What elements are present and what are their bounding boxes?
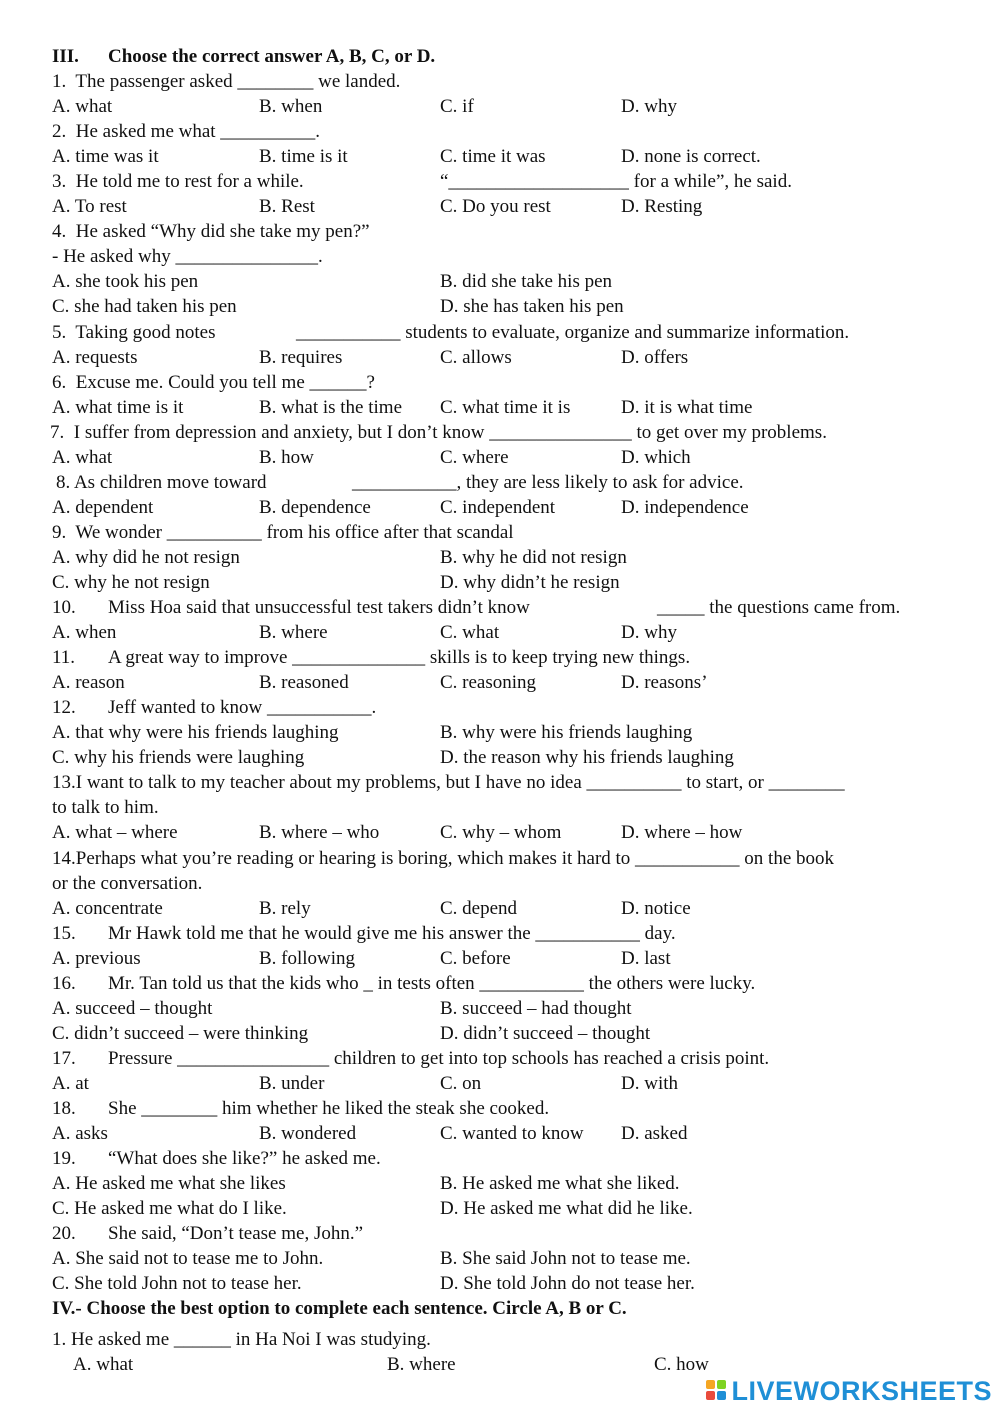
answer-options-row xyxy=(0,495,1000,520)
question-line xyxy=(0,69,1000,94)
answer-option[interactable]: D. which xyxy=(621,446,691,468)
answer-option[interactable]: A. what xyxy=(52,96,113,118)
answer-option[interactable]: A. at xyxy=(52,1072,89,1094)
answer-options-row xyxy=(0,294,1000,319)
answer-options-row xyxy=(0,1021,1000,1046)
answer-option[interactable]: C. why he not resign xyxy=(52,571,210,593)
line-text: 4. He asked “Why did she take my pen?” xyxy=(52,221,370,243)
line-text: IV.- Choose the best option to complete each sentence. Circle A, B or C. xyxy=(52,1298,627,1320)
answer-option[interactable]: D. last xyxy=(621,947,671,969)
line-text: _____ the questions came from. xyxy=(657,597,901,619)
answer-option[interactable]: C. why his friends were laughing xyxy=(52,747,305,769)
line-text: Choose the correct answer A, B, C, or D. xyxy=(108,46,436,67)
answer-option[interactable]: D. with xyxy=(621,1072,678,1094)
section-heading xyxy=(0,1296,1000,1321)
answer-options-row xyxy=(0,720,1000,745)
answer-option[interactable]: B. She said John not to tease me. xyxy=(440,1248,691,1270)
answer-option[interactable]: C. allows xyxy=(440,346,512,368)
answer-option[interactable]: D. why xyxy=(621,96,677,118)
line-text: 16. xyxy=(52,972,76,994)
answer-option[interactable]: D. it is what time xyxy=(621,396,753,418)
line-text: 7. I suffer from depression and anxiety, but I don’t know _______________ to get over my problems. xyxy=(50,421,827,443)
answer-option[interactable]: C. where xyxy=(440,446,509,468)
answer-option[interactable]: B. what is the time xyxy=(259,396,403,418)
line-text: ___________ students to evaluate, organize and summarize information. xyxy=(296,321,850,343)
answer-option[interactable]: A. He asked me what she likes xyxy=(52,1173,286,1195)
answer-option[interactable]: C. wanted to know xyxy=(440,1123,584,1145)
answer-options-row xyxy=(0,1071,1000,1096)
answer-option[interactable]: B. where xyxy=(387,1354,456,1376)
answer-option[interactable]: D. where – how xyxy=(621,822,743,844)
answer-option[interactable]: A. To rest xyxy=(52,196,127,218)
line-text: Miss Hoa said that unsuccessful test takers didn’t know xyxy=(108,597,530,619)
question-line xyxy=(0,1046,1000,1071)
line-text: A great way to improve ______________ skills is to keep trying new things. xyxy=(108,647,691,669)
answer-option[interactable]: B. dependence xyxy=(259,496,371,518)
line-text: III. xyxy=(52,46,79,67)
answer-option[interactable]: B. where – who xyxy=(259,822,380,844)
answer-option[interactable]: A. asks xyxy=(52,1123,108,1145)
question-line xyxy=(0,470,1000,495)
answer-option[interactable]: B. rely xyxy=(259,897,311,919)
line-text: 8. As children move toward xyxy=(56,471,267,493)
question-line xyxy=(0,1327,1000,1352)
line-text: 18. xyxy=(52,1097,76,1119)
answer-option[interactable]: D. the reason why his friends laughing xyxy=(440,747,734,769)
question-line xyxy=(0,420,1000,445)
answer-option[interactable]: D. She told John do not tease her. xyxy=(440,1273,695,1295)
answer-option[interactable]: B. Rest xyxy=(259,196,315,218)
line-text: to talk to him. xyxy=(52,797,159,819)
logo-text: LIVEWORKSHEETS xyxy=(731,1375,992,1406)
question-line xyxy=(0,595,1000,620)
line-text: “___________________ for a while”, he said. xyxy=(440,171,792,193)
answer-option[interactable]: C. depend xyxy=(440,897,518,919)
answer-option[interactable]: A. when xyxy=(52,622,117,644)
answer-option[interactable]: B. time is it xyxy=(259,146,348,168)
line-text: - He asked why _______________. xyxy=(52,246,323,268)
line-text: She said, “Don’t tease me, John.” xyxy=(108,1223,364,1245)
answer-option[interactable]: D. asked xyxy=(621,1123,688,1145)
answer-option[interactable]: A. time was it xyxy=(52,146,159,168)
answer-options-row xyxy=(0,269,1000,294)
answer-option[interactable]: A. requests xyxy=(52,346,138,368)
answer-options-row xyxy=(0,996,1000,1021)
line-text: 14.Perhaps what you’re reading or hearing is boring, which makes it hard to ___________ on the book xyxy=(52,847,835,869)
line-text: 15. xyxy=(52,922,76,944)
answer-option[interactable]: B. how xyxy=(259,446,314,468)
answer-option[interactable]: C. if xyxy=(440,96,474,118)
answer-options-row xyxy=(0,545,1000,570)
line-text: Pressure ________________ children to get into top schools has reached a crisis point. xyxy=(108,1047,770,1069)
answer-option[interactable]: A. that why were his friends laughing xyxy=(52,722,339,744)
line-text: 11. xyxy=(52,647,76,669)
answer-option[interactable]: C. independent xyxy=(440,496,556,518)
answer-option[interactable]: A. what – where xyxy=(52,822,178,844)
answer-options-row xyxy=(0,395,1000,420)
answer-option[interactable]: B. under xyxy=(259,1072,325,1094)
answer-option[interactable]: A. succeed – thought xyxy=(52,997,213,1019)
answer-option[interactable]: B. succeed – had thought xyxy=(440,997,632,1019)
line-text: 5. Taking good notes xyxy=(52,321,216,343)
answer-option[interactable]: A. she took his pen xyxy=(52,271,199,293)
question-line xyxy=(0,846,1000,871)
answer-option[interactable]: A. why did he not resign xyxy=(52,546,240,568)
answer-option[interactable]: B. following xyxy=(259,947,356,969)
question-line xyxy=(0,370,1000,395)
question-line xyxy=(0,219,1000,244)
answer-options-row xyxy=(0,445,1000,470)
question-line xyxy=(0,871,1000,896)
answer-option[interactable]: A. concentrate xyxy=(52,897,163,919)
answer-options-row xyxy=(0,345,1000,370)
answer-option[interactable]: C. what xyxy=(440,622,500,644)
answer-option[interactable]: D. she has taken his pen xyxy=(440,296,624,318)
answer-option[interactable]: B. He asked me what she liked. xyxy=(440,1173,680,1195)
answer-options-row xyxy=(0,1196,1000,1221)
question-line xyxy=(0,520,1000,545)
answer-option[interactable]: C. what time it is xyxy=(440,396,571,418)
section-heading xyxy=(0,44,1000,69)
answer-options-row xyxy=(0,144,1000,169)
answer-option[interactable]: A. what xyxy=(52,446,113,468)
question-line xyxy=(0,1096,1000,1121)
answer-option[interactable]: C. time it was xyxy=(440,146,546,168)
answer-option[interactable]: B. requires xyxy=(259,346,343,368)
answer-options-row xyxy=(0,670,1000,695)
answer-option[interactable]: D. offers xyxy=(621,346,689,368)
answer-options-row xyxy=(0,820,1000,845)
line-text: 1. He asked me ______ in Ha Noi I was studying. xyxy=(52,1329,431,1351)
answer-option[interactable]: D. independence xyxy=(621,496,749,518)
line-text: ___________, they are less likely to ask for advice. xyxy=(352,471,744,493)
question-line xyxy=(0,971,1000,996)
question-line xyxy=(0,645,1000,670)
answer-option[interactable]: C. didn’t succeed – were thinking xyxy=(52,1022,309,1044)
line-text: 20. xyxy=(52,1223,76,1245)
question-line xyxy=(0,1221,1000,1246)
answer-option[interactable]: B. wondered xyxy=(259,1123,357,1145)
answer-option[interactable]: B. did she take his pen xyxy=(440,271,613,293)
question-line xyxy=(0,795,1000,820)
answer-options-row xyxy=(0,946,1000,971)
answer-option[interactable]: C. She told John not to tease her. xyxy=(52,1273,302,1295)
answer-option[interactable]: D. notice xyxy=(621,897,691,919)
answer-option[interactable]: D. why xyxy=(621,622,677,644)
answer-option[interactable]: D. reasons’ xyxy=(621,672,708,694)
line-text: 13.I want to talk to my teacher about my problems, but I have no idea __________ to start, or ________ xyxy=(52,772,845,794)
answer-option[interactable]: C. He asked me what do I like. xyxy=(52,1198,287,1220)
logo-mark-icon xyxy=(706,1380,728,1402)
answer-option[interactable]: B. reasoned xyxy=(259,672,349,694)
answer-option[interactable]: D. none is correct. xyxy=(621,146,761,168)
answer-options-row xyxy=(0,745,1000,770)
line-text: She ________ him whether he liked the steak she cooked. xyxy=(108,1097,550,1119)
question-line xyxy=(0,119,1000,144)
line-text: 6. Excuse me. Could you tell me ______? xyxy=(52,371,375,393)
answer-option[interactable]: B. why were his friends laughing xyxy=(440,722,693,744)
answer-option[interactable]: A. what xyxy=(73,1354,134,1376)
answer-options-row xyxy=(0,1246,1000,1271)
answer-options-row xyxy=(0,1352,1000,1377)
answer-option[interactable]: B. why he did not resign xyxy=(440,546,627,568)
line-text: 10. xyxy=(52,597,76,619)
question-line xyxy=(0,770,1000,795)
line-text: “What does she like?” he asked me. xyxy=(108,1148,381,1170)
liveworksheets-logo xyxy=(706,1375,992,1407)
question-line xyxy=(0,244,1000,269)
answer-options-row xyxy=(0,620,1000,645)
answer-option[interactable]: A. reason xyxy=(52,672,125,694)
question-line xyxy=(0,695,1000,720)
line-text: 17. xyxy=(52,1047,76,1069)
line-text: 1. The passenger asked ________ we landed. xyxy=(52,71,401,93)
line-text: Mr. Tan told us that the kids who _ in tests often ___________ the others were lucky. xyxy=(108,972,756,994)
answer-options-row xyxy=(0,94,1000,119)
line-text: Mr Hawk told me that he would give me his answer the ___________ day. xyxy=(108,922,676,944)
answer-option[interactable]: A. She said not to tease me to John. xyxy=(52,1248,324,1270)
worksheet xyxy=(0,44,1000,1377)
line-text: 2. He asked me what __________. xyxy=(52,121,321,143)
answer-option[interactable]: C. reasoning xyxy=(440,672,537,694)
answer-option[interactable]: B. where xyxy=(259,622,328,644)
answer-option[interactable]: A. dependent xyxy=(52,496,154,518)
answer-option[interactable]: D. He asked me what did he like. xyxy=(440,1198,693,1220)
answer-option[interactable]: A. what time is it xyxy=(52,396,184,418)
answer-option[interactable]: C. how xyxy=(654,1354,709,1376)
question-line xyxy=(0,169,1000,194)
answer-option[interactable]: C. she had taken his pen xyxy=(52,296,237,318)
answer-option[interactable]: C. Do you rest xyxy=(440,196,551,218)
answer-options-row xyxy=(0,194,1000,219)
answer-options-row xyxy=(0,1121,1000,1146)
question-line xyxy=(0,921,1000,946)
answer-option[interactable]: C. before xyxy=(440,947,511,969)
line-text: Jeff wanted to know ___________. xyxy=(108,697,377,719)
line-text: or the conversation. xyxy=(52,872,203,894)
answer-option[interactable]: C. on xyxy=(440,1072,482,1094)
answer-option[interactable]: B. when xyxy=(259,96,323,118)
answer-options-row xyxy=(0,570,1000,595)
answer-options-row xyxy=(0,1171,1000,1196)
answer-option[interactable]: D. why didn’t he resign xyxy=(440,571,620,593)
line-text: 19. xyxy=(52,1148,76,1170)
answer-option[interactable]: D. didn’t succeed – thought xyxy=(440,1022,651,1044)
answer-options-row xyxy=(0,1271,1000,1296)
question-line xyxy=(0,320,1000,345)
answer-option[interactable]: D. Resting xyxy=(621,196,703,218)
answer-options-row xyxy=(0,896,1000,921)
answer-option[interactable]: C. why – whom xyxy=(440,822,562,844)
answer-option[interactable]: A. previous xyxy=(52,947,141,969)
line-text: 9. We wonder __________ from his office after that scandal xyxy=(52,521,514,543)
question-line xyxy=(0,1146,1000,1171)
line-text: 12. xyxy=(52,697,76,719)
line-text: 3. He told me to rest for a while. xyxy=(52,171,304,193)
